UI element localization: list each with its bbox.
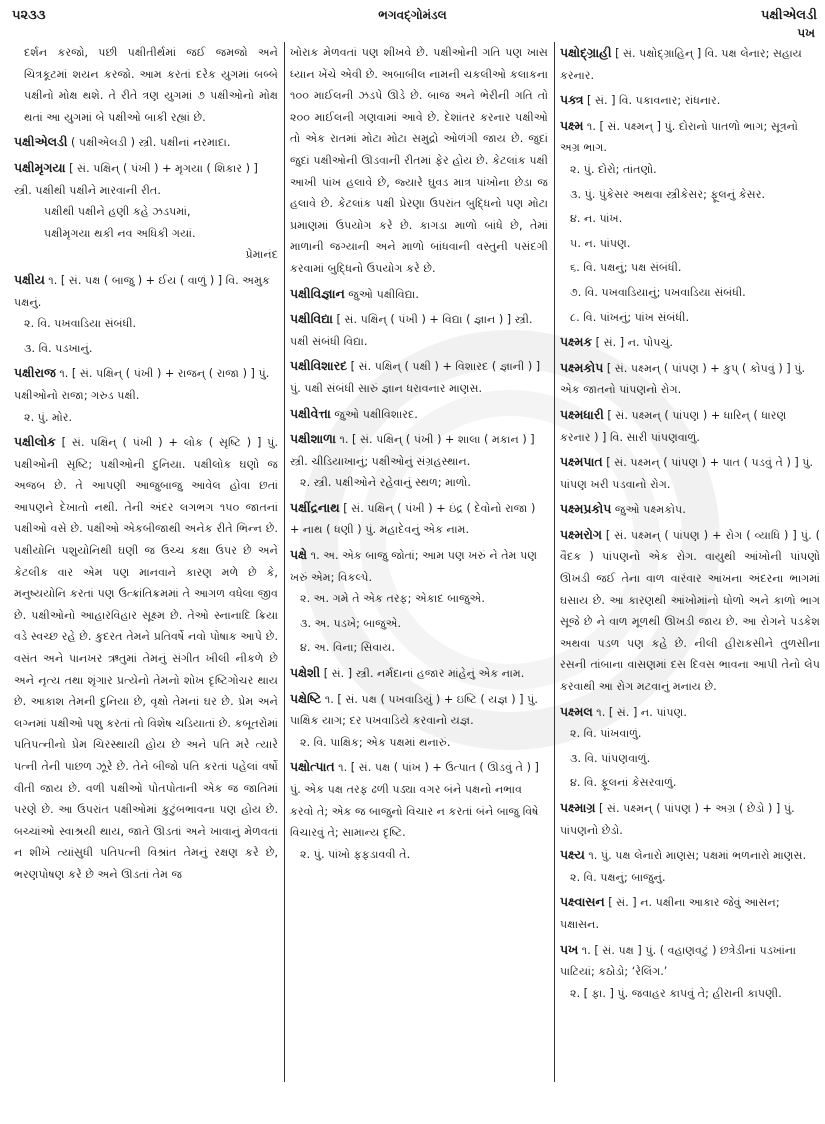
headword: પક્ષીવેત્તા xyxy=(290,405,331,421)
definition: ૧. [ સં. પક્ષ ( પાંખ ) + ઉત્પાત ( ઊડવું તે ) ] પું. એક પક્ષ તરફ ઢળી પડ્યા વગર બંને પક્ષનો નભાવ કરવો તે; એક જ બાજુનો વિચાર ન કરતાં બંને બાજુ વિષે વિચારવું તે; સામાન્ય દૃષ્ટિ. xyxy=(290,761,539,840)
definition: ૧. [ સં. પક્ષિન્ ( પંખી ) + શાલા ( મકાન ) ] સ્ત્રી. ચીડિયાખાનું; પક્ષીઓનું સંગ્રહસ્થાન. xyxy=(290,433,535,468)
definition: ૧. [ સં. પક્ષિન્ ( પંખી ) + રાજન્ ( રાજા ) ] પું. પક્ષીઓનો રાજા; ગરુડ પક્ષી. xyxy=(14,367,270,402)
dictionary-entry xyxy=(14,269,278,359)
sense: ૩. વિ. પાંપણવાળું. xyxy=(570,751,651,765)
column-divider xyxy=(284,42,285,1082)
headword: પક્ષ્મપ્રકોપ xyxy=(560,501,612,517)
headword: પક્ષીય xyxy=(14,271,45,287)
dictionary-entry xyxy=(560,939,820,1005)
definition: ( પક્ષીએલડી ) સ્ત્રી. પક્ષીનાં નરમાદા. xyxy=(70,136,231,150)
headword: પક્ષ્મકોપ xyxy=(560,359,604,375)
definition: જુઓ પક્ષ્મકોપ. xyxy=(614,503,686,517)
dictionary-entry xyxy=(560,357,820,401)
sense: ૨. સ્ત્રી. પક્ષીઓને રહેવાનું સ્થળ; માળો. xyxy=(300,476,471,490)
headword: પક્ષે xyxy=(290,547,308,563)
dictionary-entry xyxy=(290,355,548,399)
dictionary-entry xyxy=(560,404,820,448)
dictionary-entry xyxy=(560,42,820,86)
headword: પક્ષ્વાસન xyxy=(560,894,605,910)
sense: ૮. વિ. પાંખનું; પાંખ સંબંધી. xyxy=(570,310,690,324)
sense: ૨. અ. ગમે તે એક તરફ; એકાદ બાજુએ. xyxy=(300,592,485,606)
running-title: ભગવદ્ગોમંડલ xyxy=(378,8,447,22)
definition: [ સં. પક્ષિન્ ( પંખી ) + વિદ્યા ( જ્ઞાન ) ] સ્ત્રી. પક્ષી સંબંધી વિદ્યા. xyxy=(290,313,533,348)
definition: ૧. [ સં. પક્ષ ] પું. ( વહાણવટું ) છત્રેડીનાં પડખાંના પાટિયાં; કઠોડો; ‘રેલિંગ.’ xyxy=(560,943,796,979)
dictionary-entry xyxy=(560,797,820,841)
sense: ૬. વિ. પક્ષનું; પક્ષ સંબંધી. xyxy=(570,261,682,275)
dictionary-entry xyxy=(290,403,548,426)
sense: ૨. પું. દોરો; તાંતણો. xyxy=(570,162,657,176)
dictionary-entry xyxy=(290,662,548,685)
definition: જુઓ પક્ષીવિશારદ. xyxy=(334,407,418,421)
headword: પક્ષોત્પાત xyxy=(290,759,335,775)
definition: [ સં. પક્ષ્મન્ ( પાંપણ ) + ધારિન્ ( ધારણ કરનાર ) ] વિ. સારી પાંપણવાળું. xyxy=(560,408,787,444)
dictionary-entry xyxy=(560,331,820,354)
sense: ૩. પું. પુંકેસર અથવા સ્ત્રીકેસર; ફૂલનું કેસર. xyxy=(570,187,766,201)
headword: પક્ષોદ્ગ્રાહી xyxy=(560,45,612,60)
dictionary-entry xyxy=(560,89,820,112)
headword: પક્ષીરાજ xyxy=(14,365,56,381)
definition: ૧. [ સં. પક્ષ ( બાજુ ) + ઈય ( વાળું ) ] વિ. અમુક પક્ષનું. xyxy=(14,273,270,309)
quote-attribution: પ્રેમાનંદ xyxy=(245,248,278,262)
sense: ૨. વિ. પક્ષનું; બાજુનું. xyxy=(570,870,666,884)
continuation-text: દર્શન કરજો, પછી પક્ષીતીર્થમાં જઈ જમજો અને ચિત્રકૂટમાં શયન કરજો. આમ કરતાં દરેક યુગમાં બબ્બે પક્ષીનો મોક્ષ થશે. તે રીતે ત્રણ યુગમાં ૭ પક્ષીઓનો મોક્ષ થતાં આ યુગમાં બે પક્ષીઓ બાકી રહ્યાં છે. xyxy=(24,46,278,124)
sense: ૨. [ ફા. ] પું. જવાહર કાપવું તે; હીરાની કાપણી. xyxy=(570,986,782,1000)
definition: [ સં. ] વિ. પકાવનાર; રાંધનાર. xyxy=(587,94,721,108)
headword: પક્ષીશાળા xyxy=(290,431,336,447)
dictionary-entry xyxy=(14,157,278,266)
headword: પક્ષીંદ્રનાથ xyxy=(290,499,340,515)
headword: પક્ષેષ્ટિ xyxy=(290,690,322,706)
definition: [ સં. પક્ષિન્ ( પંખી ) + ઇંદ્ર ( દેવોનો રાજા ) + નાથ ( ધણી ) પું. મહાદેવનું એક નામ. xyxy=(290,501,536,537)
definition: [ સં. પક્ષ્મન્ ( પાંપણ ) + રોગ ( વ્યાધિ ) ] પું. ( વૈદક ) પાંપણનો એક રોગ. વાયુથી આંખોની પાંપણો ઊખડી જઈ તેના વાળ વારંવાર આંખના અંદરના ભાગમાં ઘસાય છે. આ કારણથી આંખોમાંનો ધોળો અને કાળો ભાગ સૂજે છે ને વાળ મૂળથી ઊખડી જાય છે. આ રોગને પડકેશ અથવા પડળ પણ કહે છે. નીલી હીરાકસીને તુળસીના રસની તાંબાના વાસણમાં દસ દિવસ ભાવના આપી તેનો લેપ કરવાથી આ રોગ મટવાનું મનાય છે. xyxy=(560,528,820,694)
dictionary-entry xyxy=(560,524,820,698)
dictionary-entry xyxy=(560,701,820,794)
headword: પક્ષીવિશારદ xyxy=(290,358,348,374)
headword: પક્ષ્મ xyxy=(560,117,584,133)
sense: ૪. અ. વિના; સિવાય. xyxy=(300,641,395,655)
definition: [ સં. પક્ષ્મન્ ( પાંપણ ) + કુપ્ ( કોપવું ) ] પું. એક જાતનો પાંપણનો રોગ. xyxy=(560,361,806,397)
definition: [ સં. પક્ષિન્ ( પંખી ) + લોક ( સૃષ્ટિ ) ] પું. પક્ષીઓની સૃષ્ટિ; પક્ષીઓની દુનિયા. પક્ષીલોક ઘણો જ અજબ છે. તે આપણી આજુબાજુ આવેલ હોવા છતાં આપણને દેખાતો નથી. તેની અંદર લગભગ ૧૫૦ જાતનાં પક્ષીઓ વસે છે. પક્ષીઓ એકબીજાથી અનેક રીતે ભિન્ન છે. પક્ષીયોનિ પશુયોનિથી ઘણી જ ઉચ્ચ કક્ષા ઉપર છે અને કેટલીક વાર એમ પણ માનવાને કારણ મળે છે કે, મનુષ્યયોનિ કરતાં પણ ઉત્ક્રાંતિક્રમમાં તે આગળ વધેલા જીવ છે. પક્ષીઓનો આહારવિહાર સૂક્ષ્મ છે. તેઓ સ્નાનાદિ ક્રિયા વડે સ્વચ્છ રહે છે. કુદરત તેમને પ્રતિવર્ષે નવો પોષાક આપે છે. વસંત અને પાનખર ઋતુમાં તેમનું સંગીત ખીલી નીકળે છે અને નૃત્ય તથા શૃંગાર પ્રત્યેનો તેમનો શોખ દૃષ્ટિગોચર થાય છે. આકાશ તેમની દુનિયા છે, વૃક્ષો તેમનાં ઘર છે. પ્રેમ અને લગ્નમાં પક્ષીઓ પશુ કરતાં તો વિશેષ ચડિયાતાં છે. કબૂતરોમાં પતિપત્નીનો પ્રેમ ચિરસ્થાયી હોય છે અને પતિ મરે ત્યારે પત્ની તેની પાછળ ઝૂરે છે. તેને બીજો પતિ કરતાં પહેલાં વર્ષો વીતી જાય છે. વળી પક્ષીઓ પોતપોતાની એક જ જાતિમાં પરણે છે. આ ઉપરાંત પક્ષીઓમાં કુટુંબભાવના પણ હોય છે. બચ્ચાંઓ સ્વાશ્રયી થાય, જાતે ઊડતાં અને ખાવાનું મેળવતાં ન શીખે ત્યાંસુધી પતિપત્ની વિશ્રાંત તેમનું રક્ષણ કરે છે, ભરણપોષણ કરે છે અને ઊડતાં તેમ જ xyxy=(14,436,278,881)
sense: ૨. વિ. પાંખવાળું. xyxy=(570,727,642,741)
dictionary-entry xyxy=(290,497,548,541)
dictionary-entry xyxy=(560,115,820,328)
definition: ૧. પું. પક્ષ લેનારો માણસ; પક્ષમાં ભળનારો માણસ. xyxy=(588,849,807,863)
dictionary-entry xyxy=(290,283,548,306)
headword: પક્ષીવિજ્ઞાન xyxy=(290,285,345,301)
headword: પક્ષ્માગ્ર xyxy=(560,800,596,815)
sense: ૩. અ. પડખે; બાજુએ. xyxy=(300,616,402,630)
headword: પખ xyxy=(560,941,579,957)
column-middle xyxy=(290,42,554,1082)
headword: પક્ષીલોક xyxy=(14,434,56,450)
sense: ૨. વિ. પાક્ષિક; એક પક્ષમાં થનારું. xyxy=(300,735,451,749)
guide-word-top: પક્ષીએલડી xyxy=(761,8,817,23)
headword: પક્ષીમૃગયા xyxy=(14,159,66,175)
definition: ૧. અ. એક બાજુ જોતાં; આમ પણ ખરું ને તેમ પણ ખરું એમ; વિકલ્પે. xyxy=(290,549,538,584)
definition: ૧. [ સં. ] ન. પાંપણ. xyxy=(596,705,687,719)
definition: જુઓ પક્ષીવિદ્યા. xyxy=(348,287,419,301)
quote-line: પક્ષીમૃગયા થકી નવ અધિકી ગયાં. xyxy=(44,226,196,240)
headword: પક્ષ્ય xyxy=(560,847,585,863)
sense: ૩. વિ. પડખાનું. xyxy=(24,341,93,355)
dictionary-entry xyxy=(560,451,820,495)
sense: ૨. વિ. પખવાડિયા સંબંધી. xyxy=(24,317,137,331)
definition: [ સં. પક્ષ્મન્ ( પાંપણ ) + અગ્ર ( છેડો ) ] પું. પાંપણનો છેડો. xyxy=(560,802,795,837)
headword: પક્ષ્મપાત xyxy=(560,454,603,470)
columns xyxy=(0,42,825,1124)
dictionary-entry xyxy=(290,756,548,865)
page-header xyxy=(0,4,825,40)
column-left xyxy=(14,42,284,1082)
sense: ૨. પું. મોર. xyxy=(24,410,73,424)
quote-line: પક્ષીથી પક્ષીને હણી કહે ઝડપમાં, xyxy=(44,205,191,219)
dictionary-entry xyxy=(560,498,820,521)
headword: પક્ષીએલડી xyxy=(14,134,68,150)
definition: [ સં. ] ન. પોપચું. xyxy=(595,336,673,350)
headword: પક્ત્ર xyxy=(560,92,584,108)
sense: ૫. ન. પાંપણ. xyxy=(570,236,631,250)
dictionary-entry xyxy=(560,844,820,888)
headword: પક્ષ્મરોગ xyxy=(560,526,602,542)
definition: [ સં. પક્ષિન્ ( પંખી ) + મૃગયા ( શિકાર ) ] સ્ત્રી. પક્ષીથી પક્ષીને મારવાની રીત. xyxy=(14,161,258,197)
headword: પક્ષીવિદ્યા xyxy=(290,311,333,327)
headword: પક્ષેશી xyxy=(290,665,321,681)
headword: પક્ષ્મક xyxy=(560,334,593,350)
dictionary-entry xyxy=(14,131,278,154)
column-right xyxy=(560,42,820,1082)
definition: [ સં. પક્ષ્મન્ ( પાંપણ ) + પાત ( પડવું તે ) ] પું. પાંપણ ખરી પડવાનો રોગ. xyxy=(560,456,814,491)
definition: [ સં. પક્ષોદ્ગ્રાહિન્ ] વિ. પક્ષ લેનાર; સહાય કરનાર. xyxy=(560,47,802,82)
definition: [ સં. ] ન. પક્ષીના આકાર જેવું આસન; પક્ષાસન. xyxy=(560,896,780,931)
headword: પક્ષ્મધારી xyxy=(560,406,604,422)
dictionary-entry xyxy=(290,688,548,754)
dictionary-entry xyxy=(290,308,548,352)
definition: [ સં. પક્ષિન્ ( પક્ષી ) + વિશારદ ( જ્ઞાની ) ] પું. પક્ષી સંબંધી સારું જ્ઞાન ધરાવનાર માણસ. xyxy=(290,360,541,395)
dictionary-entry xyxy=(290,428,548,494)
page-number: ૫૨૩૩ xyxy=(12,8,46,23)
definition: ૧. [ સં. પક્ષ ( પખવાડિયું ) + ઇષ્ટિ ( યજ્ઞ ) ] પું. પાક્ષિક યાગ; દર પખવાડિયે કરવાનો યજ્ઞ. xyxy=(290,692,538,728)
guide-word-bottom: પખ xyxy=(797,26,815,40)
sense: ૪. ન. પાંખ. xyxy=(570,212,623,226)
definition: [ સં. ] સ્ત્રી. નર્મદાનાં હજાર માંહેનું એક નામ. xyxy=(323,667,525,681)
dictionary-entry xyxy=(14,431,278,885)
dictionary-entry xyxy=(14,362,278,428)
continuation-text: ખોરાક મેળવતાં પણ શીખવે છે. પક્ષીઓની ગતિ પણ ખાસ ધ્યાન ખેંચે એવી છે. અબાબીલ નામની ચકલીઓ કલાકના ૧૦૦ માઈલની ઝડપે ઊડે છે. બાજ અને ભેરીની ગતિ તો ૨૦૦ માઈલની ગણવામાં આવે છે. દેશાંતર કરનાર પક્ષીઓ તો એક રાતમાં મોટા મોટા સમુદ્રો ઓળંગી જાય છે. જુદાં જુદાં પક્ષીઓની ઊડવાની રીતમાં ફેર હોય છે. કેટલાંક પક્ષી આખી પાંખ હલાવે છે, જ્યારે ઘુવડ માત્ર પાંખોના છેડા જ હલાવે છે. કેટલાંક પક્ષી પ્રેરણા ઉપરાંત બુદ્ધિનો પણ મોટા પ્રમાણમાં ઉપયોગ કરે છે. કાગડા માળો બાંધે છે, તેમાં માળાની જગ્યાની અને માળો બાંધવાની વસ્તુની પસંદગી કરવામાં બુદ્ધિનો ઉપયોગ કરે છે. xyxy=(290,46,548,275)
headword: પક્ષ્મલ xyxy=(560,703,593,719)
dictionary-entry xyxy=(560,891,820,935)
dictionary-entry xyxy=(290,544,548,659)
column-divider xyxy=(554,42,555,1082)
sense: ૪. વિ. ફૂલનાં કેસરવાળું. xyxy=(570,776,677,790)
definition: ૧. [ સં. પક્ષ્મન્ ] પું. દોરાનો પાતળો ભાગ; સૂત્રનો અગ્ર ભાગ. xyxy=(560,119,798,155)
sense: ૭. વિ. પખવાડિયાનું; પખવાડિયા સંબંધી. xyxy=(570,285,746,299)
sense: ૨. પું. પાંખો ફફડાવવી તે. xyxy=(300,847,411,861)
